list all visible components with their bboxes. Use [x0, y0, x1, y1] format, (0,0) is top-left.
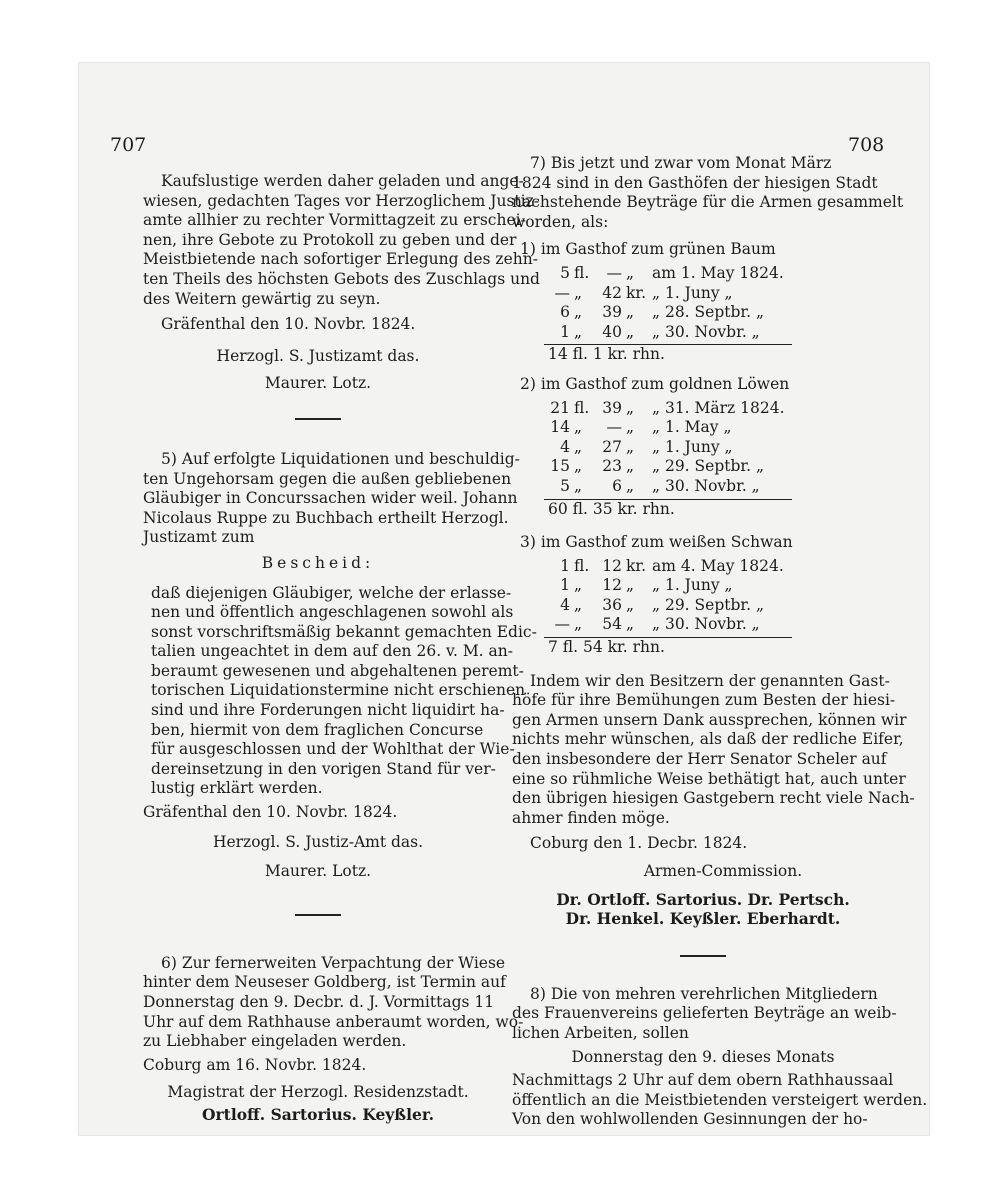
text-line: den übrigen hiesigen Gastgebern recht viele Nach-: [512, 789, 915, 808]
collection-total-2: 60 fl. 35 kr. rhn.: [548, 499, 675, 518]
text-line: nen, ihre Gebote zu Protokoll zu geben und der: [143, 230, 517, 249]
signature-names: Maurer. Lotz.: [264, 862, 372, 881]
text-line: talien ungeachtet in dem auf den 26. v. M. an-: [151, 642, 514, 661]
table-row: [548, 323, 806, 343]
cell-fl: —: [554, 615, 570, 634]
text-line: 1824 sind in den Gasthöfen der hiesigen Stadt: [512, 173, 878, 192]
text-line: Kaufslustige werden daher geladen und ange-: [161, 172, 524, 190]
table-row: [548, 477, 806, 497]
text-line: ten Theils des höchsten Gebots des Zuschlags und: [143, 269, 540, 288]
cell-kr: —: [606, 418, 622, 437]
cell-kr: 42: [602, 283, 622, 302]
table-row: [548, 557, 806, 577]
item-8-tail: [512, 1071, 928, 1130]
cell-kr: 27: [602, 437, 622, 456]
page-number-right: 708: [848, 134, 885, 156]
text-line: amte allhier zu rechter Vormittagzeit zu erschei-: [143, 211, 526, 230]
cell-kr: —: [606, 263, 622, 282]
signature-names: Maurer. Lotz.: [264, 374, 372, 393]
text-line: öffentlich an die Meistbietenden versteigert werden.: [512, 1090, 928, 1109]
text-line: des Frauenvereins gelieferten Beyträge an weib-: [512, 1004, 897, 1023]
cell-date: „ 30. Novbr. „: [652, 615, 760, 634]
cell-date: „ 1. Juny „: [652, 576, 733, 595]
signature-authority: Herzogl. S. Justiz-Amt das.: [212, 832, 424, 851]
cell-kr: 40: [602, 322, 622, 341]
collection-table-1: [548, 264, 806, 342]
collection-table-2: [548, 399, 806, 497]
cell-unit: „: [574, 576, 583, 595]
collection-total-1: 14 fl. 1 kr. rhn.: [548, 345, 665, 364]
thanks-paragraph: [512, 671, 915, 829]
cell-fl: 15: [550, 457, 570, 476]
cell-unit: fl.: [574, 398, 590, 417]
date-line: Gräfenthal den 10. Novbr. 1824.: [161, 315, 416, 334]
text-line: 6) Zur fernerweiten Verpachtung der Wiese: [161, 953, 506, 972]
cell-unit: „: [626, 437, 635, 456]
cell-fl: 21: [550, 398, 570, 417]
cell-unit: kr.: [626, 556, 647, 575]
cell-date: „ 30. Novbr. „: [652, 476, 760, 495]
text-line: eine so rühmliche Weise bethätigt hat, auch unter: [512, 769, 906, 788]
cell-unit: „: [626, 595, 635, 614]
cell-fl: 5: [560, 476, 570, 495]
text-line: Von den wohlwollenden Gesinnungen der ho-: [512, 1110, 868, 1129]
signature-names: Dr. Henkel. Keyßler. Eberhardt.: [565, 909, 841, 929]
item-6-paragraph: [143, 953, 524, 1052]
date-line: Coburg den 1. Decbr. 1824.: [530, 834, 748, 853]
cell-unit: „: [626, 615, 635, 634]
text-line: dereinsetzung in den vorigen Stand für ver-: [151, 759, 496, 778]
cell-fl: 6: [560, 303, 570, 322]
text-line: hinter dem Neuseser Goldberg, ist Termin auf: [143, 973, 506, 992]
text-line: Justizamt zum: [143, 528, 255, 547]
collection-heading-3: 3) im Gasthof zum weißen Schwan: [520, 533, 793, 552]
signature-authority: Magistrat der Herzogl. Residenzstadt.: [167, 1083, 469, 1102]
cell-fl: 1: [560, 576, 570, 595]
date-line: Coburg am 16. Novbr. 1824.: [143, 1055, 367, 1074]
cell-unit: „: [574, 595, 583, 614]
text-line: worden, als:: [512, 212, 609, 231]
cell-unit: „: [626, 476, 635, 495]
text-line: sonst vorschriftsmäßig bekannt gemachten Edic-: [151, 622, 537, 641]
signature-names: Dr. Ortloff. Sartorius. Dr. Pertsch.: [556, 889, 850, 909]
text-line: nichts mehr wünschen, als daß der redliche Eifer,: [512, 730, 904, 749]
cell-unit: „: [574, 322, 583, 341]
text-line: 7) Bis jetzt und zwar vom Monat März: [530, 154, 832, 172]
item-8-paragraph: [512, 984, 897, 1044]
text-line: lustig erklärt werden.: [151, 779, 323, 798]
signature-names: Ortloff. Sartorius. Keyßler.: [202, 1104, 434, 1124]
item-7-paragraph: [512, 154, 904, 232]
text-line: zu Liebhaber eingeladen werden.: [143, 1032, 407, 1051]
signature-authority: Herzogl. S. Justizamt das.: [216, 346, 420, 365]
cell-unit: „: [626, 303, 635, 322]
cell-unit: fl.: [574, 263, 590, 282]
cell-unit: „: [626, 418, 635, 437]
text-line: Meistbietende nach sofortiger Erlegung des zehn-: [143, 250, 538, 269]
cell-unit: „: [574, 615, 583, 634]
cell-kr: 36: [602, 595, 622, 614]
cell-unit: „: [574, 418, 583, 437]
table-row: [548, 264, 806, 284]
cell-unit: kr.: [626, 283, 647, 302]
table-row: [548, 303, 806, 323]
cell-kr: 23: [602, 457, 622, 476]
date-line: Gräfenthal den 10. Novbr. 1824.: [143, 803, 398, 822]
cell-unit: „: [626, 398, 635, 417]
page-number-left: 707: [110, 134, 147, 156]
text-line: Donnerstag den 9. Decbr. d. J. Vormittags 11: [143, 993, 495, 1011]
cell-unit: „: [574, 283, 583, 302]
cell-fl: 14: [550, 418, 570, 437]
cell-kr: 12: [602, 556, 622, 575]
item-8-date: Donnerstag den 9. dieses Monats: [571, 1047, 835, 1066]
text-line: Nachmittags 2 Uhr auf dem obern Rathhaussaal: [512, 1071, 894, 1090]
text-line: wiesen, gedachten Tages vor Herzoglichem Justiz-: [143, 191, 540, 210]
cell-date: „ 28. Septbr. „: [652, 303, 764, 322]
text-line: Gläubiger in Concurssachen wider weil. Johann: [143, 489, 518, 508]
cell-unit: „: [574, 303, 583, 322]
cell-kr: 39: [602, 303, 622, 322]
item-5-paragraph: [143, 449, 520, 548]
text-line: Indem wir den Besitzern der genannten Gast-: [530, 671, 890, 690]
cell-date: „ 1. Juny „: [652, 283, 733, 302]
table-row: [548, 284, 806, 304]
text-line: den insbesondere der Herr Senator Scheler auf: [512, 750, 887, 769]
table-row: [548, 418, 806, 438]
cell-unit: fl.: [574, 556, 590, 575]
text-line: beraumt gewesenen und abgehaltenen peremt-: [151, 661, 524, 680]
text-line: torischen Liquidationstermine nicht erschienen: [151, 681, 526, 700]
cell-fl: 4: [560, 595, 570, 614]
section-divider: [295, 418, 341, 420]
cell-fl: 1: [560, 556, 570, 575]
text-line: nen und öffentlich angeschlagenen sowohl als: [151, 603, 514, 622]
cell-unit: „: [574, 437, 583, 456]
text-line: 8) Die von mehren verehrlichen Mitgliedern: [530, 984, 878, 1003]
text-line: ahmer finden möge.: [512, 808, 670, 827]
cell-fl: 5: [560, 263, 570, 282]
collection-total-3: 7 fl. 54 kr. rhn.: [548, 638, 665, 657]
cell-date: „ 30. Novbr. „: [652, 322, 760, 341]
cell-unit: „: [574, 457, 583, 476]
left-column: [143, 172, 540, 1125]
text-line: sind und ihre Forderungen nicht liquidirt ha-: [151, 701, 505, 720]
section-divider: [295, 914, 341, 916]
cell-date: am 4. May 1824.: [652, 556, 784, 575]
cell-unit: „: [626, 263, 635, 282]
cell-fl: 1: [560, 322, 570, 341]
cell-unit: „: [626, 457, 635, 476]
cell-kr: 6: [612, 476, 622, 495]
text-line: nachstehende Beyträge für die Armen gesammelt: [512, 193, 904, 212]
cell-date: „ 1. May „: [652, 418, 732, 437]
text-line: des Weitern gewärtig zu seyn.: [143, 289, 381, 308]
cell-kr: 12: [602, 576, 622, 595]
table-row: [548, 596, 806, 616]
table-row: [548, 576, 806, 596]
right-column: [512, 154, 928, 1130]
cell-unit: „: [626, 322, 635, 341]
table-row: [548, 399, 806, 419]
signature-authority: Armen-Commission.: [643, 862, 803, 880]
cell-fl: —: [554, 283, 570, 302]
cell-unit: „: [626, 576, 635, 595]
text-line: höfe für ihre Bemühungen zum Besten der hiesi-: [512, 691, 896, 710]
intro-paragraph: [143, 172, 540, 309]
text-line: lichen Arbeiten, sollen: [512, 1023, 689, 1042]
cell-unit: „: [574, 476, 583, 495]
collection-heading-1: 1) im Gasthof zum grünen Baum: [520, 240, 776, 259]
text-line: ben, hiermit von dem fraglichen Concurse: [151, 720, 484, 739]
table-row: [548, 457, 806, 477]
collection-table-3: [548, 557, 806, 635]
cell-fl: 4: [560, 437, 570, 456]
table-row: [548, 438, 806, 458]
text-line: für ausgeschlossen und der Wohlthat der Wie-: [151, 740, 515, 759]
text-line: daß diejenigen Gläubiger, welche der erlasse-: [151, 583, 512, 602]
cell-date: „ 1. Juny „: [652, 437, 733, 456]
cell-date: am 1. May 1824.: [652, 263, 784, 282]
text-line: ten Ungehorsam gegen die außen gebliebenen: [143, 469, 512, 488]
text-line: Nicolaus Ruppe zu Buchbach ertheilt Herzogl.: [143, 508, 509, 527]
text-line: 5) Auf erfolgte Liquidationen und beschuldig-: [161, 449, 520, 468]
table-row: [548, 615, 806, 635]
text-line: gen Armen unsern Dank aussprechen, können wir: [512, 710, 907, 729]
collection-heading-2: 2) im Gasthof zum goldnen Löwen: [520, 374, 790, 393]
cell-date: „ 29. Septbr. „: [652, 457, 764, 476]
bescheid-heading: Bescheid:: [261, 553, 375, 572]
cell-kr: 54: [602, 615, 622, 634]
section-divider: [680, 955, 726, 957]
cell-date: „ 29. Septbr. „: [652, 595, 764, 614]
bescheid-paragraph: [151, 583, 537, 800]
cell-date: „ 31. März 1824.: [652, 398, 785, 417]
cell-kr: 39: [602, 398, 622, 417]
text-line: Uhr auf dem Rathhause anberaumt worden, wo-: [143, 1012, 524, 1031]
